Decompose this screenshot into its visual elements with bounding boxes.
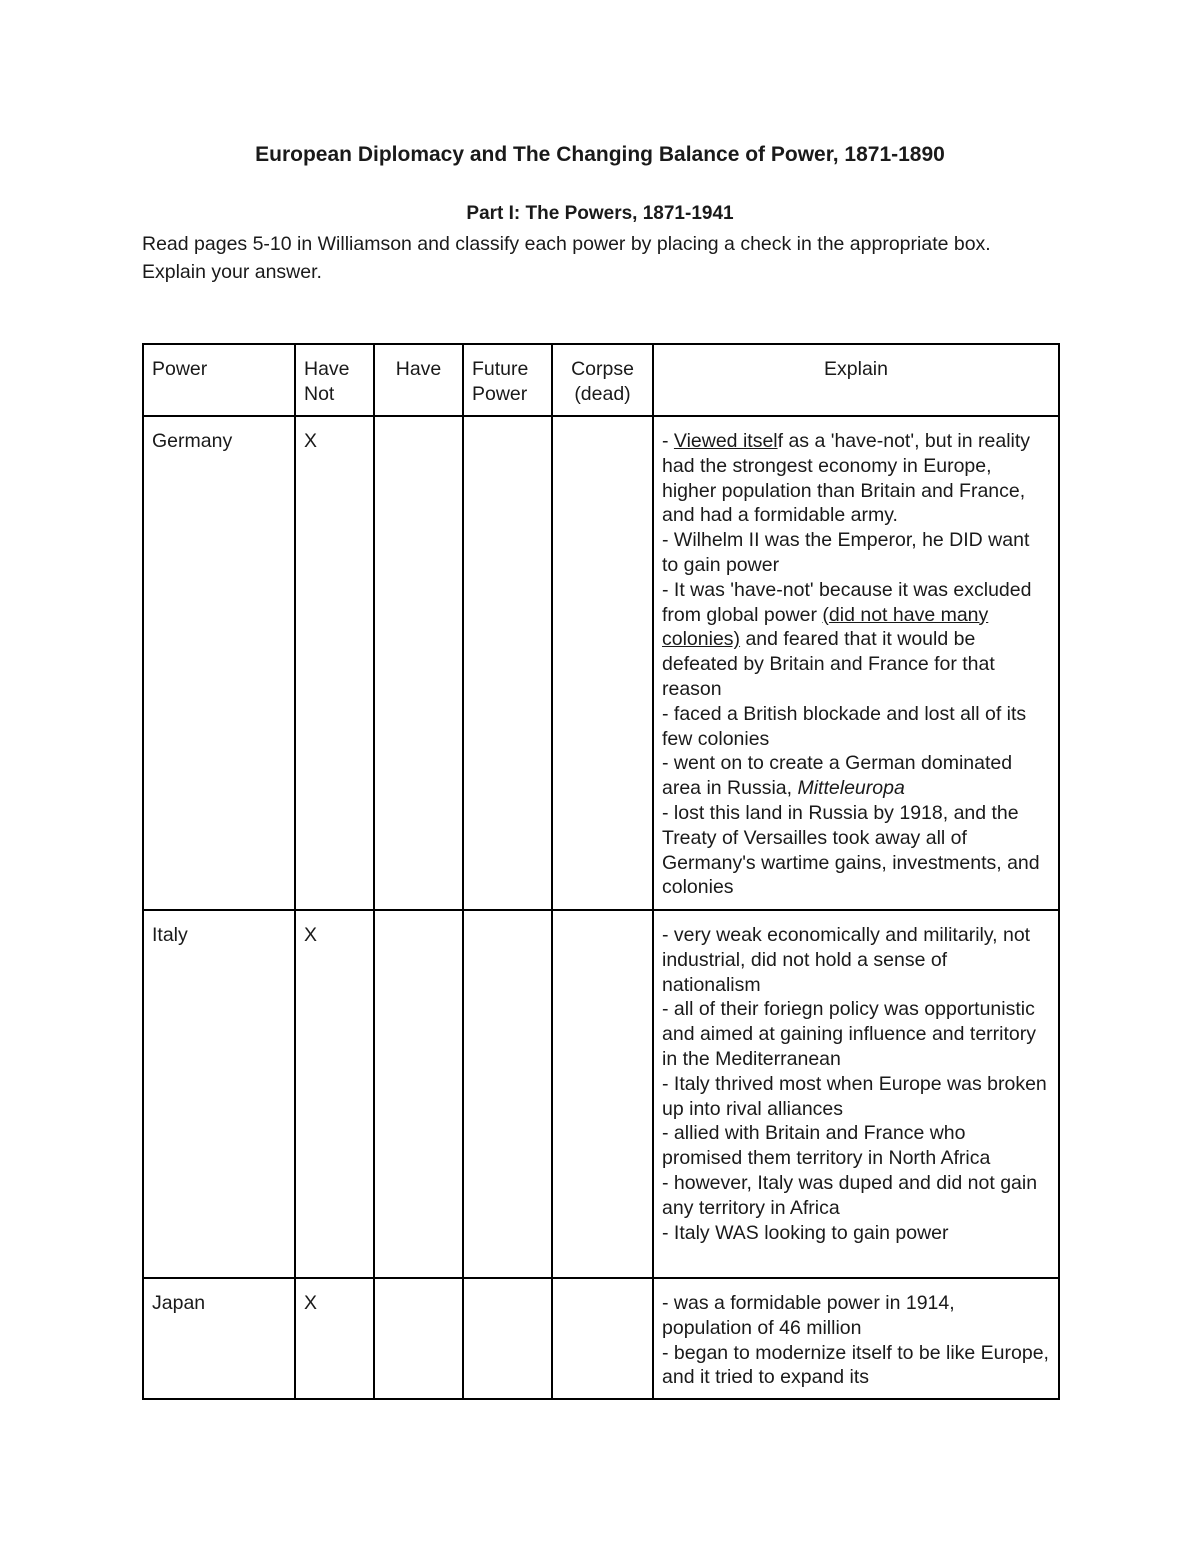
bullet-text: and feared that it would be defeated by Britain and France for that reason [662,628,995,700]
explain-bullet: - was a formidable power in 1914, population of 46 million [662,1292,955,1339]
explain-bullet [662,429,1050,528]
header-explain: Explain [653,344,1059,416]
underlined-text: (did not have many colonies) [662,603,989,651]
explain-bullet [662,578,1050,702]
corpse-cell [552,416,653,910]
part-title: Part I: The Powers, 1871-1941 [466,203,734,224]
bullet-prefix: - [662,430,674,452]
page-title: European Diplomacy and The Changing Balance of Power, 1871-1890 [255,143,945,166]
header-have-not [295,344,374,416]
explain-bullet: - Italy WAS looking to gain power [662,1221,949,1244]
explain-bullet: - allied with Britain and France who promised them territory in North Africa [662,1122,991,1170]
header-power: Power [143,344,295,416]
explain-bullet: - faced a British blockade and lost all of its few colonies [662,702,1027,750]
explain-cell [653,910,1059,1278]
bullet-text: f as a 'have-not', but in reality had the strongest economy in Europe, higher population than Britain and France, and had a formidable army. [662,430,1031,527]
explain-cell [653,1278,1059,1399]
explain-bullet: - very weak economically and militarily, not industrial, did not hold a sense of nationalism [662,924,1031,996]
future-power-cell [463,416,552,910]
instructions-text: Read pages 5-10 in Williamson and classify each power by placing a check in the appropriate box. Explain your answer. [142,233,991,283]
corpse-cell [552,910,653,1278]
header-have: Have [374,344,463,416]
have-cell [374,910,463,1278]
future-power-cell [463,910,552,1278]
underlined-text: Viewed itsel [673,430,778,452]
header-future-power [463,344,552,416]
have-not-cell: X [295,416,374,910]
header-future-line-1: Future [472,358,529,380]
power-cell: Italy [143,910,295,1278]
have-cell [374,1278,463,1399]
bullet-text: - went on to create a German dominated area in Russia, [662,752,1013,800]
have-cell [374,416,463,910]
explain-bullet: - however, Italy was duped and did not gain any territory in Africa [662,1171,1038,1219]
header-corpse-line-2: (dead) [574,382,631,405]
power-cell: Japan [143,1278,295,1399]
table-row [143,416,1059,910]
power-cell: Germany [143,416,295,910]
explain-bullet [662,751,1050,801]
future-power-cell [463,1278,552,1399]
have-not-cell: X [295,1278,374,1399]
table-row [143,910,1059,1278]
corpse-cell [552,1278,653,1399]
powers-table [142,343,1060,1400]
explain-bullet: - Wilhelm II was the Emperor, he DID want to gain power [662,529,1030,576]
header-future-line-2: Power [472,382,528,405]
header-have-not-line-2: Not [304,382,335,405]
explain-bullet: - all of their foriegn policy was opportunistic and aimed at gaining influence and territory in the Mediterranean [662,998,1036,1070]
explain-bullet: - lost this land in Russia by 1918, and the Treaty of Versailles took away all of Germany's wartime gains, investments, and colonies [662,801,1040,899]
have-not-cell: X [295,910,374,1278]
table-header-row [143,344,1059,416]
explain-bullet: - Italy thrived most when Europe was broken up into rival alliances [662,1072,1047,1120]
explain-cell [653,416,1059,910]
header-corpse [552,344,653,416]
explain-bullet: - began to modernize itself to be like Europe, and it tried to expand its [662,1341,1049,1389]
bullet-text: - It was 'have-not' because it was excluded from global power [662,578,1032,626]
header-have-not-line-1: Have [304,358,350,380]
table-row [143,1278,1059,1399]
italic-text: Mitteleuropa [797,777,905,800]
header-corpse-line-1: Corpse [571,358,634,380]
